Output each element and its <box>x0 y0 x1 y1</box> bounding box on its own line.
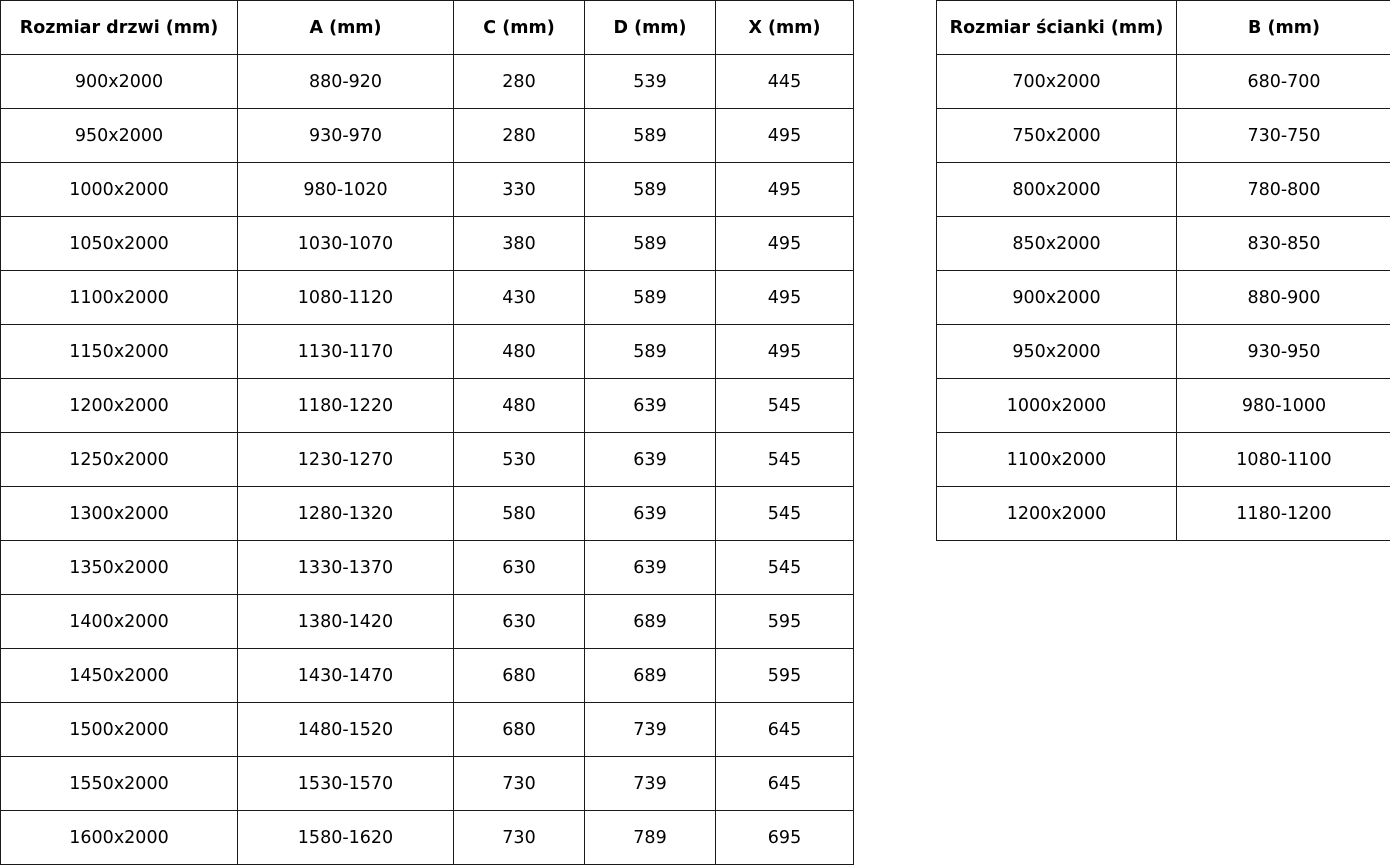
cell-x: 645 <box>716 757 854 811</box>
cell-x: 545 <box>716 433 854 487</box>
cell-a: 1530-1570 <box>238 757 454 811</box>
table-row <box>937 109 1390 163</box>
cell-x: 595 <box>716 595 854 649</box>
cell-door-size: 1600x2000 <box>1 811 238 865</box>
cell-d: 789 <box>585 811 716 865</box>
table-row <box>1 109 854 163</box>
cell-wall-size: 850x2000 <box>937 217 1177 271</box>
cell-wall-size: 1200x2000 <box>937 487 1177 541</box>
cell-c: 530 <box>454 433 585 487</box>
table-row <box>937 55 1390 109</box>
cell-a: 1280-1320 <box>238 487 454 541</box>
table-header-row <box>1 1 854 55</box>
cell-x: 545 <box>716 541 854 595</box>
table-row <box>937 217 1390 271</box>
table-row <box>1 379 854 433</box>
table-row <box>1 703 854 757</box>
cell-b: 830-850 <box>1177 217 1390 271</box>
cell-b: 1080-1100 <box>1177 433 1390 487</box>
table-row <box>1 433 854 487</box>
cell-wall-size: 950x2000 <box>937 325 1177 379</box>
cell-door-size: 1550x2000 <box>1 757 238 811</box>
table-row <box>1 271 854 325</box>
cell-a: 930-970 <box>238 109 454 163</box>
cell-door-size: 1450x2000 <box>1 649 238 703</box>
cell-d: 589 <box>585 109 716 163</box>
cell-d: 589 <box>585 325 716 379</box>
cell-c: 630 <box>454 595 585 649</box>
cell-door-size: 1000x2000 <box>1 163 238 217</box>
cell-x: 545 <box>716 487 854 541</box>
cell-c: 580 <box>454 487 585 541</box>
cell-x: 695 <box>716 811 854 865</box>
cell-a: 1580-1620 <box>238 811 454 865</box>
cell-door-size: 1050x2000 <box>1 217 238 271</box>
cell-c: 480 <box>454 325 585 379</box>
cell-d: 639 <box>585 487 716 541</box>
cell-b: 980-1000 <box>1177 379 1390 433</box>
cell-x: 595 <box>716 649 854 703</box>
table-row <box>1 55 854 109</box>
cell-d: 689 <box>585 595 716 649</box>
cell-wall-size: 750x2000 <box>937 109 1177 163</box>
cell-wall-size: 1000x2000 <box>937 379 1177 433</box>
cell-b: 880-900 <box>1177 271 1390 325</box>
cell-b: 730-750 <box>1177 109 1390 163</box>
cell-door-size: 1200x2000 <box>1 379 238 433</box>
table-row <box>937 433 1390 487</box>
cell-d: 739 <box>585 757 716 811</box>
cell-door-size: 950x2000 <box>1 109 238 163</box>
cell-d: 589 <box>585 163 716 217</box>
cell-c: 680 <box>454 649 585 703</box>
cell-door-size: 1250x2000 <box>1 433 238 487</box>
cell-c: 280 <box>454 55 585 109</box>
table-row <box>1 217 854 271</box>
table-row <box>937 271 1390 325</box>
cell-b: 680-700 <box>1177 55 1390 109</box>
column-header-door-size: Rozmiar drzwi (mm) <box>1 1 238 55</box>
column-header-b: B (mm) <box>1177 1 1390 55</box>
cell-x: 495 <box>716 271 854 325</box>
table-row <box>1 487 854 541</box>
cell-d: 639 <box>585 541 716 595</box>
cell-x: 645 <box>716 703 854 757</box>
cell-a: 1230-1270 <box>238 433 454 487</box>
cell-wall-size: 800x2000 <box>937 163 1177 217</box>
table-row <box>1 649 854 703</box>
column-header-wall-size: Rozmiar ścianki (mm) <box>937 1 1177 55</box>
column-header-a: A (mm) <box>238 1 454 55</box>
cell-wall-size: 1100x2000 <box>937 433 1177 487</box>
cell-d: 589 <box>585 217 716 271</box>
table-row <box>1 757 854 811</box>
cell-a: 880-920 <box>238 55 454 109</box>
column-header-c: C (mm) <box>454 1 585 55</box>
cell-x: 495 <box>716 325 854 379</box>
cell-door-size: 1350x2000 <box>1 541 238 595</box>
table-row <box>1 163 854 217</box>
cell-a: 1480-1520 <box>238 703 454 757</box>
cell-c: 430 <box>454 271 585 325</box>
column-header-d: D (mm) <box>585 1 716 55</box>
cell-door-size: 1300x2000 <box>1 487 238 541</box>
cell-b: 1180-1200 <box>1177 487 1390 541</box>
cell-c: 630 <box>454 541 585 595</box>
cell-wall-size: 900x2000 <box>937 271 1177 325</box>
table-row <box>1 811 854 865</box>
wall-dimensions-table <box>936 0 1390 541</box>
cell-x: 445 <box>716 55 854 109</box>
column-header-x: X (mm) <box>716 1 854 55</box>
cell-d: 639 <box>585 433 716 487</box>
cell-a: 1030-1070 <box>238 217 454 271</box>
cell-a: 1180-1220 <box>238 379 454 433</box>
cell-c: 480 <box>454 379 585 433</box>
table-row <box>937 379 1390 433</box>
cell-a: 980-1020 <box>238 163 454 217</box>
cell-a: 1130-1170 <box>238 325 454 379</box>
cell-d: 589 <box>585 271 716 325</box>
cell-c: 730 <box>454 757 585 811</box>
cell-b: 780-800 <box>1177 163 1390 217</box>
cell-d: 639 <box>585 379 716 433</box>
table-row <box>937 487 1390 541</box>
cell-wall-size: 700x2000 <box>937 55 1177 109</box>
cell-c: 330 <box>454 163 585 217</box>
cell-c: 680 <box>454 703 585 757</box>
cell-door-size: 1400x2000 <box>1 595 238 649</box>
cell-door-size: 1100x2000 <box>1 271 238 325</box>
table-row <box>937 325 1390 379</box>
cell-x: 495 <box>716 109 854 163</box>
cell-d: 689 <box>585 649 716 703</box>
cell-a: 1080-1120 <box>238 271 454 325</box>
cell-d: 739 <box>585 703 716 757</box>
cell-x: 495 <box>716 163 854 217</box>
table-row <box>1 541 854 595</box>
cell-x: 495 <box>716 217 854 271</box>
table-row <box>1 325 854 379</box>
cell-b: 930-950 <box>1177 325 1390 379</box>
cell-door-size: 1500x2000 <box>1 703 238 757</box>
cell-c: 380 <box>454 217 585 271</box>
table-header-row <box>937 1 1390 55</box>
cell-c: 280 <box>454 109 585 163</box>
table-row <box>937 163 1390 217</box>
cell-a: 1330-1370 <box>238 541 454 595</box>
cell-a: 1430-1470 <box>238 649 454 703</box>
cell-c: 730 <box>454 811 585 865</box>
cell-a: 1380-1420 <box>238 595 454 649</box>
table-row <box>1 595 854 649</box>
cell-x: 545 <box>716 379 854 433</box>
cell-door-size: 1150x2000 <box>1 325 238 379</box>
cell-d: 539 <box>585 55 716 109</box>
cell-door-size: 900x2000 <box>1 55 238 109</box>
